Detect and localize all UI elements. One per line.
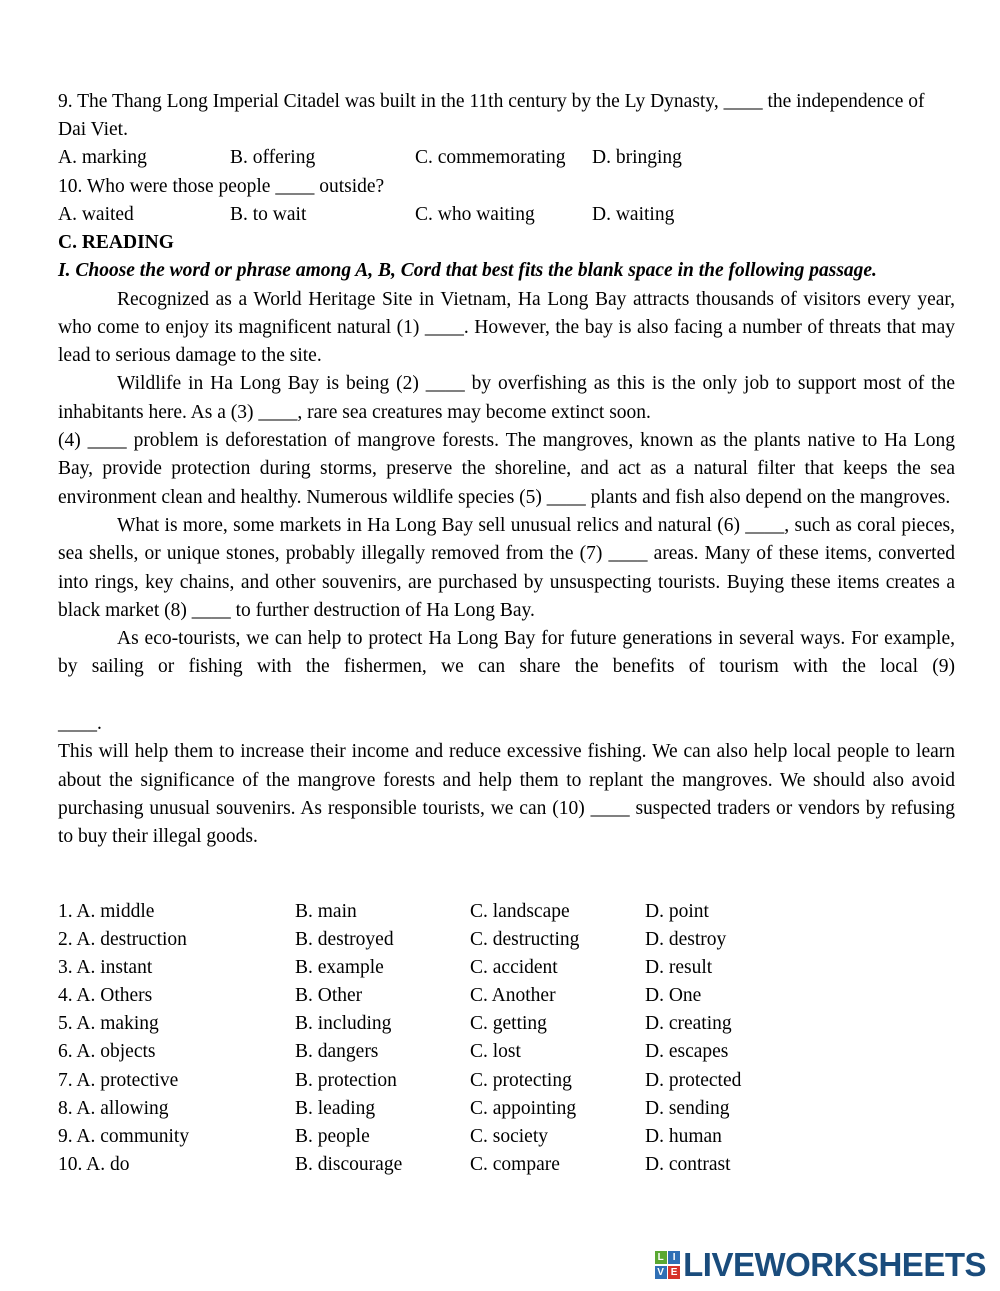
answer-2-a[interactable]: 2. A. destruction <box>58 928 187 950</box>
passage-paragraph-5-continuation: ____. <box>58 713 102 735</box>
liveworksheets-wordmark: LIVEWORKSHEETS <box>683 1246 986 1283</box>
option-9-b[interactable]: B. offering <box>230 147 316 169</box>
answer-4-a[interactable]: 4. A. Others <box>58 985 153 1007</box>
passage-paragraph-2: Wildlife in Ha Long Bay is being (2) ____ by overfishing as this is the only job to support most of the inhabitants here. As a (3) ____, rare sea creatures may become extinct soon. <box>58 373 955 423</box>
answer-row <box>58 954 955 982</box>
answer-1-a[interactable]: 1. A. middle <box>58 900 155 922</box>
answer-5-c[interactable]: C. getting <box>470 1013 547 1035</box>
answer-5-d[interactable]: D. creating <box>645 1013 732 1035</box>
answer-6-b[interactable]: B. dangers <box>295 1041 379 1063</box>
answer-9-d[interactable]: D. human <box>645 1126 722 1148</box>
option-9-c[interactable]: C. commemorating <box>415 147 566 169</box>
passage-paragraph-1: Recognized as a World Heritage Site in Vietnam, Ha Long Bay attracts thousands of visitors every year, who come to enjoy its magnificent natural (1) ____. However, the bay is also facing a number of threats that may lead to serious damage to the site. <box>58 288 955 367</box>
answer-row <box>58 982 955 1010</box>
answer-6-d[interactable]: D. escapes <box>645 1041 729 1063</box>
answer-3-c[interactable]: C. accident <box>470 956 558 978</box>
passage-paragraph-5: As eco-tourists, we can help to protect Ha Long Bay for future generations in several ways. For example, by sailing or fishing with the fishermen, we can share the benefits of tourism with the local (9) <box>58 628 955 678</box>
answer-row <box>58 926 955 954</box>
answer-1-c[interactable]: C. landscape <box>470 900 570 922</box>
option-9-d[interactable]: D. bringing <box>592 147 682 169</box>
passage-paragraph-3: (4) ____ problem is deforestation of mangrove forests. The mangroves, known as the plants native to Ha Long Bay, provide protection during storms, preserve the shoreline, and act as a natural filter that keeps the sea environment clean and healthy. Numerous wildlife species (5) ____ plants and fish also depend on the mangroves. <box>58 430 955 508</box>
question-10-options <box>58 201 955 229</box>
answer-7-a[interactable]: 7. A. protective <box>58 1069 179 1091</box>
option-10-a[interactable]: A. waited <box>58 203 134 225</box>
option-9-a[interactable]: A. marking <box>58 147 147 169</box>
answer-10-c[interactable]: C. compare <box>470 1154 560 1176</box>
answer-3-d[interactable]: D. result <box>645 956 713 978</box>
live-tile-i: I <box>668 1251 680 1264</box>
option-10-c[interactable]: C. who waiting <box>415 203 535 225</box>
answer-row <box>58 898 955 926</box>
answer-6-a[interactable]: 6. A. objects <box>58 1041 156 1063</box>
question-stem-10: 10. Who were those people ____ outside? <box>58 175 385 197</box>
answer-9-c[interactable]: C. society <box>470 1126 548 1148</box>
answer-10-b[interactable]: B. discourage <box>295 1154 403 1176</box>
answer-7-d[interactable]: D. protected <box>645 1069 742 1091</box>
answer-options-list <box>58 898 955 1180</box>
question-stem-9: 9. The Thang Long Imperial Citadel was built in the 11th century by the Ly Dynasty, ____ the independence of Dai Viet. <box>58 91 930 141</box>
answer-10-d[interactable]: D. contrast <box>645 1154 731 1176</box>
answer-8-a[interactable]: 8. A. allowing <box>58 1097 169 1119</box>
answer-row <box>58 1067 955 1095</box>
answer-3-b[interactable]: B. example <box>295 956 384 978</box>
answer-7-b[interactable]: B. protection <box>295 1069 397 1091</box>
passage-paragraph-6: This will help them to increase their income and reduce excessive fishing. We can also help local people to learn about the significance of the mangrove forests and help them to replant the mangroves. We should also avoid purchasing unusual souvenirs. As responsible tourists, we can (10) ____ suspected traders or vendors by refusing to buy their illegal goods. <box>58 741 955 848</box>
answer-1-d[interactable]: D. point <box>645 900 709 922</box>
live-tile-v: V <box>655 1266 667 1279</box>
answer-6-c[interactable]: C. lost <box>470 1041 521 1063</box>
answer-2-b[interactable]: B. destroyed <box>295 928 394 950</box>
answer-8-d[interactable]: D. sending <box>645 1097 730 1119</box>
answer-row <box>58 1123 955 1151</box>
answer-5-a[interactable]: 5. A. making <box>58 1013 159 1035</box>
option-10-b[interactable]: B. to wait <box>230 203 307 225</box>
answer-2-c[interactable]: C. destructing <box>470 928 580 950</box>
answer-row <box>58 1151 955 1179</box>
answer-row <box>58 1038 955 1066</box>
answer-8-b[interactable]: B. leading <box>295 1097 376 1119</box>
answer-1-b[interactable]: B. main <box>295 900 357 922</box>
answer-row <box>58 1095 955 1123</box>
question-9-options <box>58 144 955 172</box>
answer-3-a[interactable]: 3. A. instant <box>58 956 153 978</box>
live-tile-l: L <box>655 1251 667 1264</box>
liveworksheets-logo[interactable] <box>655 1245 986 1285</box>
answer-row <box>58 1010 955 1038</box>
passage-paragraph-4: What is more, some markets in Ha Long Bay sell unusual relics and natural (6) ____, such as coral pieces, sea shells, or unique stones, probably illegally removed from the (7) ____ areas. Many of these items, converted into rings, key chains, and other souvenirs, are purchased by unsuspecting tourists. Buying these items creates a black market (8) ____ to further destruction of Ha Long Bay. <box>58 514 955 621</box>
answer-10-a[interactable]: 10. A. do <box>58 1154 130 1176</box>
live-tile-e: E <box>668 1266 680 1279</box>
reading-section-heading: C. READING <box>58 231 174 253</box>
option-10-d[interactable]: D. waiting <box>592 203 675 225</box>
live-tiles-icon <box>655 1251 681 1279</box>
answer-9-a[interactable]: 9. A. community <box>58 1126 190 1148</box>
answer-4-d[interactable]: D. One <box>645 985 702 1007</box>
answer-4-b[interactable]: B. Other <box>295 985 363 1007</box>
answer-9-b[interactable]: B. people <box>295 1126 370 1148</box>
answer-4-c[interactable]: C. Another <box>470 985 556 1007</box>
answer-2-d[interactable]: D. destroy <box>645 928 727 950</box>
answer-7-c[interactable]: C. protecting <box>470 1069 572 1091</box>
reading-section-instruction: I. Choose the word or phrase among A, B, Cord that best fits the blank space in the following passage. <box>58 260 877 282</box>
answer-5-b[interactable]: B. including <box>295 1013 392 1035</box>
answer-8-c[interactable]: C. appointing <box>470 1097 577 1119</box>
